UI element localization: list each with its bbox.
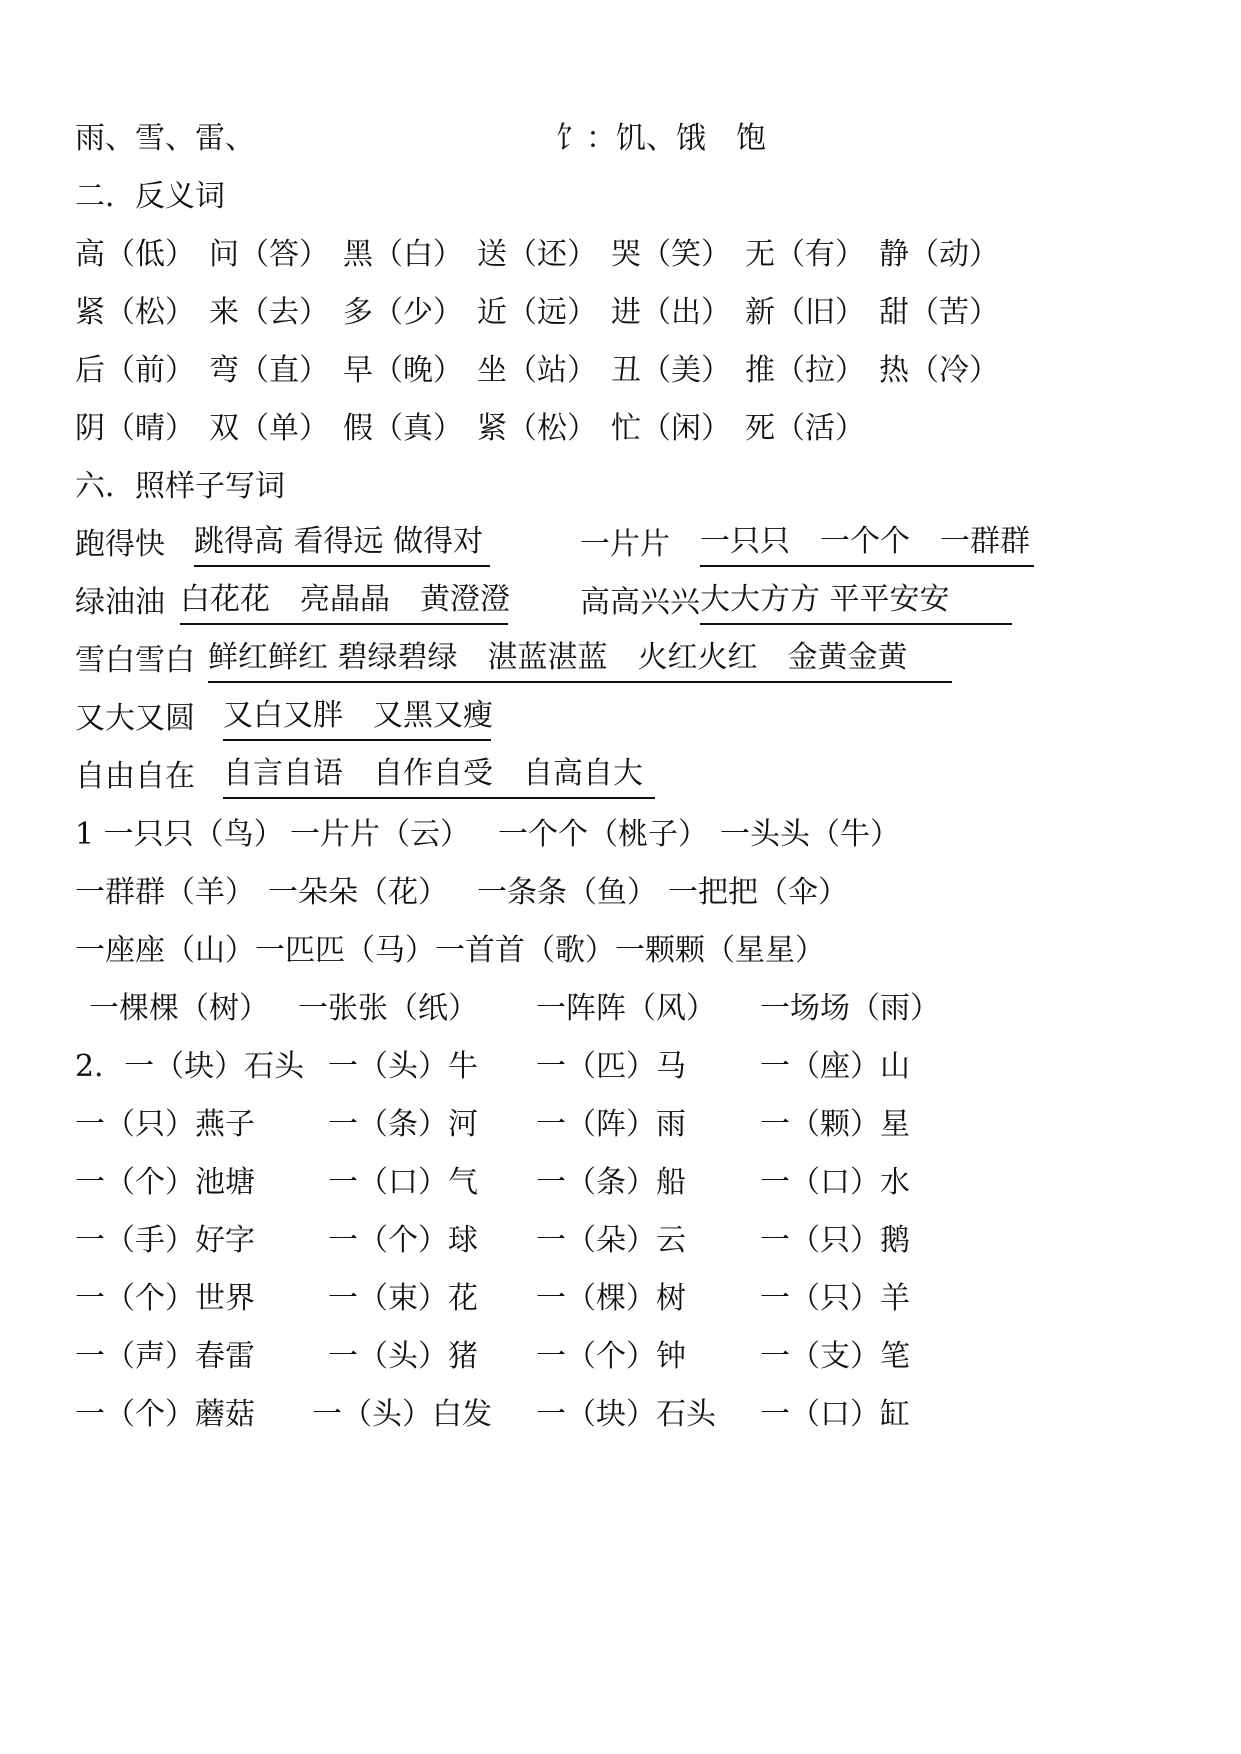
text-segment: 雪白雪白 bbox=[75, 643, 195, 678]
text-line bbox=[0, 523, 1241, 567]
text-line bbox=[0, 639, 1241, 683]
text-segment: 一（头）牛 bbox=[328, 1049, 478, 1084]
text-segment: 紧（松） bbox=[75, 295, 195, 330]
text-segment: 一片片（云） bbox=[290, 817, 470, 852]
text-segment: 一（个）世界 bbox=[75, 1281, 255, 1316]
text-line bbox=[0, 813, 1241, 857]
text-line bbox=[0, 581, 1241, 625]
text-segment: 一（口）气 bbox=[328, 1165, 478, 1200]
text-segment: 丑（美） bbox=[611, 353, 731, 388]
text-segment: 一（束）花 bbox=[328, 1281, 478, 1316]
text-line bbox=[0, 1045, 1241, 1089]
text-segment: 高高兴兴 bbox=[580, 585, 700, 620]
text-segment: 一朵朵（花） bbox=[268, 875, 448, 910]
text-segment: 黑（白） bbox=[343, 237, 463, 272]
answer-blank: 白花花 亮晶晶 黄澄澄 bbox=[180, 581, 508, 625]
answer-blank: 大大方方 平平安安 bbox=[700, 581, 1012, 625]
text-segment: 一（个）钟 bbox=[536, 1339, 686, 1374]
text-line bbox=[0, 233, 1241, 277]
text-line bbox=[0, 291, 1241, 335]
text-segment: 2．一（块）石头 bbox=[75, 1049, 305, 1084]
text-segment: 甜（苦） bbox=[879, 295, 999, 330]
text-segment: 热（冷） bbox=[879, 353, 999, 388]
text-segment: 送（还） bbox=[477, 237, 597, 272]
answer-blank: 又白又胖 又黑又瘦 bbox=[223, 697, 491, 741]
text-segment: 假（真） bbox=[343, 411, 463, 446]
text-segment: 一棵棵（树） bbox=[89, 991, 269, 1026]
text-segment: 二．反义词 bbox=[75, 179, 225, 214]
text-segment: 问（答） bbox=[209, 237, 329, 272]
text-line bbox=[0, 987, 1241, 1031]
answer-blank: 自言自语 自作自受 自高自大 bbox=[223, 755, 655, 799]
text-segment: 一（手）好字 bbox=[75, 1223, 255, 1258]
text-segment: 一（只）鹅 bbox=[760, 1223, 910, 1258]
text-segment: 一（颗）星 bbox=[760, 1107, 910, 1142]
text-segment: 一（朵）云 bbox=[536, 1223, 686, 1258]
text-segment: 忙（闲） bbox=[611, 411, 731, 446]
text-segment: 一（只）燕子 bbox=[75, 1107, 255, 1142]
text-line bbox=[0, 117, 1241, 161]
text-segment: 饣：饥、饿 饱 bbox=[556, 121, 766, 156]
text-segment: 一群群（羊） bbox=[75, 875, 255, 910]
text-segment: 1 一只只（鸟） bbox=[75, 817, 284, 852]
text-line bbox=[0, 407, 1241, 451]
text-segment: 一阵阵（风） bbox=[536, 991, 716, 1026]
text-segment: 进（出） bbox=[611, 295, 731, 330]
text-line bbox=[0, 1103, 1241, 1147]
text-segment: 哭（笑） bbox=[611, 237, 731, 272]
text-line bbox=[0, 1335, 1241, 1379]
text-segment: 一张张（纸） bbox=[298, 991, 478, 1026]
text-segment: 自由自在 bbox=[75, 759, 195, 794]
text-segment: 雨、雪、雷、 bbox=[75, 121, 255, 156]
text-segment: 一场场（雨） bbox=[760, 991, 940, 1026]
text-line bbox=[0, 697, 1241, 741]
text-line bbox=[0, 1161, 1241, 1205]
text-segment: 无（有） bbox=[745, 237, 865, 272]
text-segment: 一（座）山 bbox=[760, 1049, 910, 1084]
text-segment: 后（前） bbox=[75, 353, 195, 388]
text-segment: 坐（站） bbox=[477, 353, 597, 388]
text-segment: 一把把（伞） bbox=[668, 875, 848, 910]
text-line bbox=[0, 929, 1241, 973]
text-segment: 一（口）水 bbox=[760, 1165, 910, 1200]
text-segment: 推（拉） bbox=[745, 353, 865, 388]
text-segment: 一（头）猪 bbox=[328, 1339, 478, 1374]
text-segment: 一（支）笔 bbox=[760, 1339, 910, 1374]
text-segment: 近（远） bbox=[477, 295, 597, 330]
text-segment: 多（少） bbox=[343, 295, 463, 330]
text-segment: 一（阵）雨 bbox=[536, 1107, 686, 1142]
text-segment: 一头头（牛） bbox=[720, 817, 900, 852]
text-segment: 一（条）河 bbox=[328, 1107, 478, 1142]
text-segment: 六．照样子写词 bbox=[75, 469, 285, 504]
text-segment: 绿油油 bbox=[75, 585, 165, 620]
text-segment: 一（条）船 bbox=[536, 1165, 686, 1200]
text-segment: 死（活） bbox=[745, 411, 865, 446]
answer-blank: 鲜红鲜红 碧绿碧绿 湛蓝湛蓝 火红火红 金黄金黄 bbox=[208, 639, 952, 683]
text-segment: 紧（松） bbox=[477, 411, 597, 446]
text-segment: 一（头）白发 bbox=[312, 1397, 492, 1432]
text-segment: 弯（直） bbox=[209, 353, 329, 388]
text-segment: 跑得快 bbox=[75, 527, 165, 562]
text-segment: 双（单） bbox=[209, 411, 329, 446]
text-segment: 一（个）球 bbox=[328, 1223, 478, 1258]
text-segment: 一（棵）树 bbox=[536, 1281, 686, 1316]
text-segment: 阴（晴） bbox=[75, 411, 195, 446]
text-line bbox=[0, 755, 1241, 799]
text-line bbox=[0, 1219, 1241, 1263]
text-segment: 高（低） bbox=[75, 237, 195, 272]
text-line bbox=[0, 175, 1241, 219]
text-segment: 一个个（桃子） bbox=[498, 817, 708, 852]
text-segment: 一（口）缸 bbox=[760, 1397, 910, 1432]
text-segment: 早（晚） bbox=[343, 353, 463, 388]
text-segment: 一（声）春雷 bbox=[75, 1339, 255, 1374]
text-segment: 一条条（鱼） bbox=[477, 875, 657, 910]
text-segment: 又大又圆 bbox=[75, 701, 195, 736]
text-line bbox=[0, 1393, 1241, 1437]
text-segment: 一（个）池塘 bbox=[75, 1165, 255, 1200]
text-segment: 一（匹）马 bbox=[536, 1049, 686, 1084]
text-segment: 一（块）石头 bbox=[536, 1397, 716, 1432]
text-segment: 静（动） bbox=[879, 237, 999, 272]
text-line bbox=[0, 349, 1241, 393]
text-segment: 来（去） bbox=[209, 295, 329, 330]
text-line bbox=[0, 1277, 1241, 1321]
text-line bbox=[0, 465, 1241, 509]
text-line bbox=[0, 871, 1241, 915]
text-segment: 一座座（山）一匹匹（马）一首首（歌）一颗颗（星星） bbox=[75, 933, 825, 968]
text-segment: 一（个）蘑菇 bbox=[75, 1397, 255, 1432]
text-segment: 一（只）羊 bbox=[760, 1281, 910, 1316]
answer-blank: 一只只 一个个 一群群 bbox=[700, 523, 1034, 567]
answer-blank: 跳得高 看得远 做得对 bbox=[194, 523, 490, 567]
text-segment: 新（旧） bbox=[745, 295, 865, 330]
text-segment: 一片片 bbox=[580, 527, 670, 562]
